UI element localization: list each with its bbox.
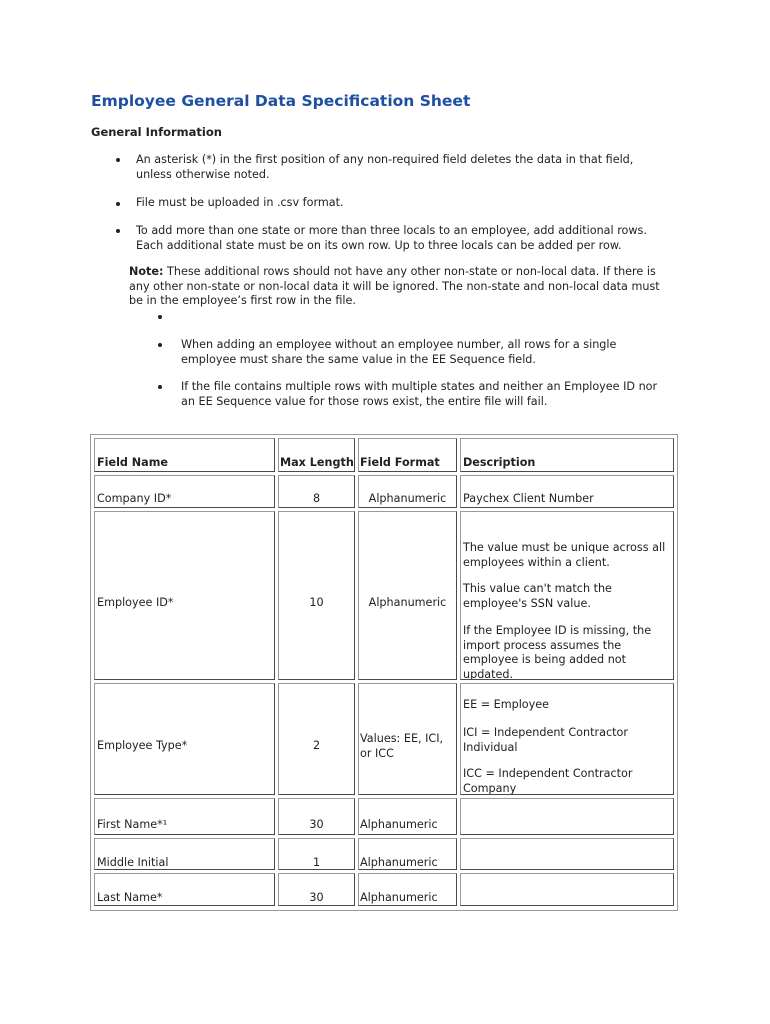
bullet-line: If the file contains multiple rows with multiple states and neither an Employee ID nor <box>181 380 658 393</box>
description-line: Individual <box>463 740 518 754</box>
table-cell <box>278 511 355 680</box>
table-cell <box>358 838 457 870</box>
bullet-icon <box>158 343 162 347</box>
table-cell <box>460 798 674 835</box>
description <box>463 541 665 570</box>
field-format: Alphanumeric <box>368 596 447 609</box>
description-line: import process assumes the <box>463 638 622 652</box>
max-length: 1 <box>312 856 321 869</box>
column-header: Field Name <box>97 456 168 469</box>
description-line: ICC = Independent Contractor <box>463 767 633 780</box>
bullet-line: To add more than one state or more than three locals to an employee, add additional rows. <box>136 224 647 237</box>
field-format <box>360 732 443 761</box>
field-format: Alphanumeric <box>360 856 438 869</box>
description-line: The value must be unique across all <box>463 541 666 554</box>
table-cell <box>94 873 275 906</box>
bullet-icon <box>116 229 120 233</box>
header-cell <box>460 438 674 472</box>
description: Paychex Client Number <box>463 492 594 505</box>
description-line: employee is being added not <box>463 653 627 666</box>
table-cell <box>460 838 674 870</box>
bullet-icon <box>158 315 162 319</box>
format-line: or ICC <box>360 746 394 760</box>
note-line: be in the employee’s first row in the file. <box>129 294 356 307</box>
table-cell <box>278 475 355 508</box>
table-cell <box>358 475 457 508</box>
bullet-line: File must be uploaded in .csv format. <box>136 196 344 209</box>
column-header: Field Format <box>360 456 440 469</box>
table-cell <box>278 873 355 906</box>
header-cell <box>94 438 275 472</box>
table-cell <box>460 873 674 906</box>
table-cell <box>358 683 457 795</box>
bullet-text <box>136 196 344 211</box>
bullet-text <box>181 380 657 409</box>
bullet-line: an EE Sequence value for those rows exist, the entire file will fail. <box>181 394 548 408</box>
field-spec-table <box>90 434 678 911</box>
bullet-text <box>181 338 616 367</box>
bullet-icon <box>158 385 162 389</box>
table-cell <box>94 838 275 870</box>
field-name: Employee ID* <box>97 596 174 609</box>
table-cell <box>460 511 674 680</box>
note-paragraph <box>129 265 689 309</box>
table-cell <box>278 838 355 870</box>
max-length: 2 <box>312 739 321 752</box>
table-cell <box>94 511 275 680</box>
field-format: Alphanumeric <box>360 891 438 904</box>
field-format: Alphanumeric <box>360 818 438 831</box>
note-line: These additional rows should not have any other non-state or non-local data. If there is <box>163 265 656 278</box>
description <box>463 624 651 680</box>
max-length: 10 <box>309 596 324 609</box>
bullet-text <box>136 153 633 182</box>
bullet-icon <box>116 158 120 162</box>
format-line: Values: EE, ICI, <box>360 732 444 745</box>
description-line: This value can't match the <box>463 582 612 595</box>
bullet-line: An asterisk (*) in the first position of any non-required field deletes the data in that field, <box>136 153 634 166</box>
note-label: Note: <box>129 265 164 278</box>
bullet-text <box>136 224 647 253</box>
description <box>463 698 549 713</box>
bullet-line: When adding an employee without an employee number, all rows for a single <box>181 338 617 351</box>
table-cell <box>358 798 457 835</box>
field-format: Alphanumeric <box>368 492 447 505</box>
table-cell <box>358 511 457 680</box>
max-length: 8 <box>312 492 321 505</box>
field-name: Employee Type* <box>97 739 188 752</box>
description <box>463 767 632 795</box>
table-cell <box>460 475 674 508</box>
field-name: First Name*¹ <box>97 818 168 831</box>
table-cell <box>278 683 355 795</box>
page-title: Employee General Data Specification Sheet <box>91 92 471 110</box>
field-name: Company ID* <box>97 492 172 505</box>
field-name: Middle Initial <box>97 856 169 869</box>
bullet-line: unless otherwise noted. <box>136 167 270 181</box>
max-length: 30 <box>309 818 324 831</box>
description-line: ICI = Independent Contractor <box>463 726 628 739</box>
table-cell <box>460 683 674 795</box>
column-header: Description <box>463 456 536 469</box>
table-cell <box>94 475 275 508</box>
field-name: Last Name* <box>97 891 163 904</box>
description-line: EE = Employee <box>463 698 550 711</box>
note-line: any other non-state or non-local data it will be ignored. The non-state and non-local data must <box>129 279 660 293</box>
description-line: employees within a client. <box>463 555 610 569</box>
description <box>463 582 612 611</box>
bullet-line: employee must share the same value in the EE Sequence field. <box>181 352 536 366</box>
table-cell <box>278 798 355 835</box>
description-line: employee's SSN value. <box>463 596 591 610</box>
description <box>463 726 628 755</box>
table-cell <box>358 873 457 906</box>
table-cell <box>94 683 275 795</box>
description-line: updated. <box>463 667 514 680</box>
header-cell <box>278 438 355 472</box>
header-cell <box>358 438 457 472</box>
description-line: Company <box>463 781 517 795</box>
bullet-line: Each additional state must be on its own row. Up to three locals can be added per row. <box>136 238 622 252</box>
table-cell <box>94 798 275 835</box>
column-header: Max Length <box>280 456 354 469</box>
description-line: If the Employee ID is missing, the <box>463 624 652 637</box>
section-heading: General Information <box>91 125 222 139</box>
bullet-icon <box>116 202 120 206</box>
max-length: 30 <box>309 891 324 904</box>
